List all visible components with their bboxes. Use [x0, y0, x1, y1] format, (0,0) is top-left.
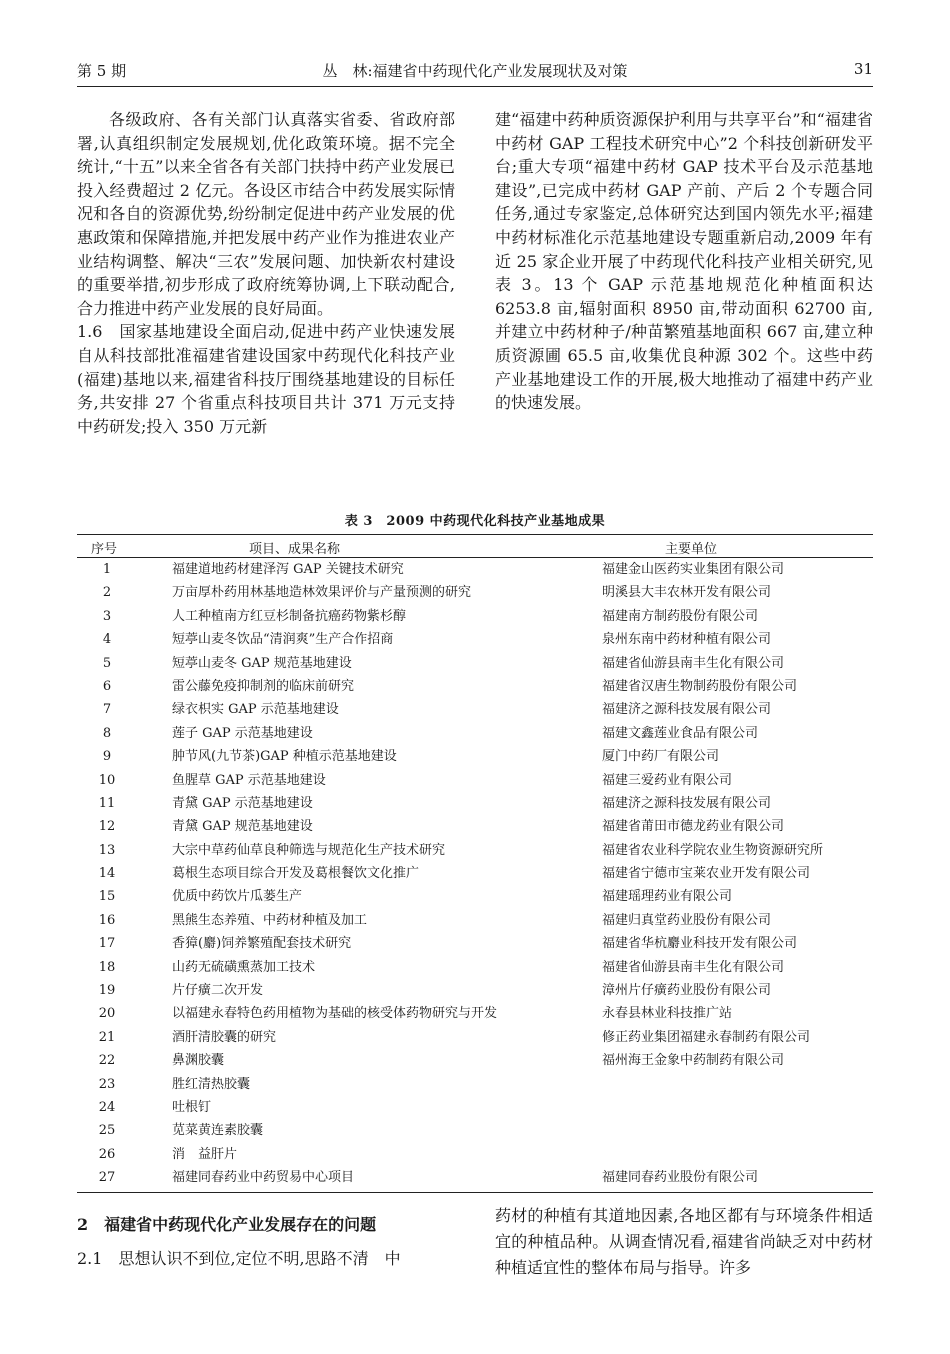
table-bottom-rule	[77, 1192, 873, 1193]
row-number: 18	[98, 959, 116, 975]
row-number: 12	[98, 819, 116, 835]
section-heading: 2 福建省中药现代化产业发展存在的问题	[77, 1215, 377, 1234]
row-number: 24	[98, 1099, 116, 1115]
row-project-name: 葛根生态项目综合开发及葛根餐饮文化推广	[172, 866, 420, 882]
article-title: 丛 林:福建省中药现代化产业发展现状及对策	[322, 62, 628, 80]
table-row	[77, 769, 873, 792]
table-top-rule	[77, 534, 873, 535]
paragraph: 药材的种植有其道地因素,各地区都有与环境条件相适宜的种植品种。从调查情况看,福建省尚缺乏对中药材种植适宜性的整体布局与指导。许多	[495, 1206, 873, 1277]
row-unit: 福建省仙游县南丰生化有限公司	[602, 655, 785, 671]
row-project-name: 黑熊生态养殖、中药材种植及加工	[172, 912, 368, 928]
row-number: 15	[98, 889, 116, 905]
row-unit: 明溪县大丰农林开发有限公司	[602, 585, 772, 601]
row-unit: 永春县林业科技推广站	[602, 1006, 733, 1022]
table-row	[77, 1002, 873, 1025]
row-unit: 福建金山医药实业集团有限公司	[602, 562, 785, 577]
row-unit: 漳州片仔癀药业股份有限公司	[602, 983, 772, 999]
left-column	[77, 108, 472, 438]
row-project-name: 短葶山麦冬饮品“清润爽”生产合作招商	[172, 632, 394, 648]
row-project-name: 鱼腥草 GAP 示范基地建设	[172, 772, 326, 788]
row-number: 1	[102, 562, 112, 577]
row-unit: 福建南方制药股份有限公司	[602, 608, 759, 624]
row-number: 20	[98, 1006, 116, 1022]
row-number: 11	[98, 795, 116, 811]
page-number: 31	[853, 60, 873, 78]
bottom-left-column	[77, 1212, 455, 1280]
row-number: 27	[98, 1170, 116, 1186]
row-project-name: 香獐(麝)饲养繁殖配套技术研究	[172, 936, 352, 952]
row-project-name: 福建同春药业中药贸易中心项目	[172, 1170, 355, 1186]
row-unit: 修正药业集团福建永春制药有限公司	[602, 1029, 811, 1045]
row-number: 22	[98, 1053, 116, 1069]
row-project-name: 青黛 GAP 示范基地建设	[172, 795, 313, 811]
row-project-name: 短葶山麦冬 GAP 规范基地建设	[172, 655, 352, 671]
row-unit: 福建省汉唐生物制药股份有限公司	[602, 678, 798, 694]
table-row	[77, 956, 873, 979]
row-number: 19	[98, 983, 116, 999]
table-row	[77, 652, 873, 675]
table-row	[77, 862, 873, 885]
table-row	[77, 1143, 873, 1166]
issue-number: 第 5 期	[77, 62, 127, 80]
row-project-name: 优质中药饮片瓜蒌生产	[172, 889, 303, 905]
row-project-name: 肿节风(九节茶)GAP 种植示范基地建设	[172, 749, 397, 765]
row-unit: 泉州东南中药材种植有限公司	[602, 632, 772, 648]
table-row	[77, 815, 873, 838]
paragraph: 各级政府、各有关部门认真落实省委、省政府部署,认真组织制定发展规划,优化政策环境。据不完全统计,“十五”以来全省各有关部门扶持中药产业发展已投入经费超过 2 亿元。各设区市结合中药发展实际情况和各自的资源优势,纷纷制定促进中药产业发展的优惠政策和保障措施,并把发展中药产业作为推进农业产业结构调整、解决“三农”发展问题、加快新农村建设的重要举措,初步形成了政府统筹协调,上下联动配合,合力推进中药产业发展的良好局面。	[77, 110, 455, 318]
row-number: 14	[98, 866, 116, 882]
row-number: 4	[102, 632, 112, 648]
table-row	[77, 605, 873, 628]
row-project-name: 酒肝清胶囊的研究	[172, 1029, 277, 1045]
table-row	[77, 675, 873, 698]
row-project-name: 鼻渊胶囊	[172, 1053, 225, 1069]
table-row	[77, 745, 873, 768]
table-header	[77, 536, 873, 557]
row-unit: 福建同春药业股份有限公司	[602, 1170, 759, 1186]
table-row	[77, 1073, 873, 1096]
row-number: 3	[102, 608, 112, 624]
row-project-name: 吐根钉	[172, 1099, 212, 1115]
row-project-name: 绿衣枳实 GAP 示范基地建设	[172, 702, 339, 718]
header-unit: 主要单位	[665, 542, 718, 557]
row-project-name: 万亩厚朴药用林基地造林效果评价与产量预测的研究	[172, 585, 472, 601]
row-project-name: 雷公藤免疫抑制剂的临床前研究	[172, 678, 355, 694]
table-row	[77, 885, 873, 908]
row-project-name: 片仔癀二次开发	[172, 983, 264, 999]
row-unit: 福建省莆田市德龙药业有限公司	[602, 819, 785, 835]
row-unit: 厦门中药厂有限公司	[602, 749, 720, 765]
table-row	[77, 839, 873, 862]
row-unit: 福建瑶理药业有限公司	[602, 889, 733, 905]
row-number: 21	[98, 1029, 116, 1045]
row-number: 25	[98, 1123, 116, 1139]
row-number: 7	[102, 702, 112, 718]
row-number: 17	[98, 936, 116, 952]
table-row	[77, 932, 873, 955]
table-row	[77, 1049, 873, 1072]
row-unit: 福建省宁德市宝莱农业开发有限公司	[602, 866, 811, 882]
table-body	[77, 558, 873, 1190]
row-unit: 福建济之源科技发展有限公司	[602, 702, 772, 718]
paragraph: 1.6 国家基地建设全面启动,促进中药产业快速发展 自从科技部批准福建省建设国家中药现代化科技产业(福建)基地以来,福建省科技厅围绕基地建设的目标任务,共安排 27 个省重点科技项目共计 371 万元支持中药研发;投入 350 万元新	[77, 322, 472, 436]
table-row	[77, 1166, 873, 1189]
row-project-name: 青黛 GAP 规范基地建设	[172, 819, 313, 835]
header-no: 序号	[91, 542, 118, 557]
row-number: 6	[102, 678, 112, 694]
subsection-heading: 2.1 思想认识不到位,定位不明,思路不清 中	[77, 1249, 401, 1268]
row-unit: 福建省华杭麝业科技开发有限公司	[602, 936, 798, 952]
row-number: 10	[98, 772, 116, 788]
table-row	[77, 581, 873, 604]
row-project-name: 山药无硫磺熏蒸加工技术	[172, 959, 316, 975]
table-row	[77, 909, 873, 932]
row-unit: 福建省农业科学院农业生物资源研究所	[602, 842, 824, 858]
row-number: 16	[98, 912, 116, 928]
row-number: 8	[102, 725, 112, 741]
row-unit: 福建济之源科技发展有限公司	[602, 795, 772, 811]
table-row	[77, 1119, 873, 1142]
row-number: 2	[102, 585, 112, 601]
row-unit: 福建归真堂药业股份有限公司	[602, 912, 772, 928]
row-unit: 福建三爱药业有限公司	[602, 772, 733, 788]
row-project-name: 苋菜黄连素胶囊	[172, 1123, 264, 1139]
table-row	[77, 698, 873, 721]
bottom-right-column	[495, 1203, 873, 1281]
table-row	[77, 722, 873, 745]
table-row	[77, 1096, 873, 1119]
running-header	[77, 58, 873, 86]
row-project-name: 以福建永春特色药用植物为基础的核受体药物研究与开发	[172, 1006, 498, 1022]
row-project-name: 胜红清热胶囊	[172, 1076, 251, 1092]
table-caption: 表 3 2009 中药现代化科技产业基地成果	[344, 514, 606, 529]
row-unit: 福州海王金象中药制药有限公司	[602, 1053, 785, 1069]
row-number: 23	[98, 1076, 116, 1092]
row-unit: 福建文鑫莲业食品有限公司	[602, 725, 759, 741]
row-number: 13	[98, 842, 116, 858]
row-project-name: 消 益肝片	[172, 1146, 238, 1162]
table-row	[77, 1026, 873, 1049]
row-project-name: 大宗中草药仙草良种筛选与规范化生产技术研究	[172, 842, 446, 858]
right-column	[495, 108, 873, 415]
table-row	[77, 628, 873, 651]
table-row	[77, 792, 873, 815]
row-project-name: 人工种植南方红豆杉制备抗癌药物紫杉醇	[172, 608, 407, 624]
header-rule	[77, 86, 873, 87]
row-project-name: 福建道地药材建泽泻 GAP 关键技术研究	[172, 562, 404, 577]
row-unit: 福建省仙游县南丰生化有限公司	[602, 959, 785, 975]
paragraph: 建“福建中药种质资源保护利用与共享平台”和“福建省中药材 GAP 工程技术研究中心”2 个科技创新研发平台;重大专项“福建中药材 GAP 技术平台及示范基地建设”,已完成中药材 GAP 产前、产后 2 个专题合同任务,通过专家鉴定,总体研究达到国内领先水平;福建中药材标准化示范基地建设专题重新启动,2009 年有近 25 家企业开展了中药现代化科技产业相关研究,见表 3。13 个 GAP 示范基地规范化种植面积达 6253.8 亩,辐射面积 8950 亩,带动面积 62700 亩,并建立中药材种子/种苗繁殖基地面积 667 亩,建立种质资源圃 65.5 亩,收集优良种源 302 个。这些中药产业基地建设工作的开展,极大地推动了福建中药产业的快速发展。	[495, 110, 873, 413]
header-name: 项目、成果名称	[249, 542, 341, 557]
table-row	[77, 979, 873, 1002]
table-row	[77, 558, 873, 581]
row-number: 9	[102, 749, 112, 765]
row-number: 26	[98, 1146, 116, 1162]
row-project-name: 莲子 GAP 示范基地建设	[172, 725, 313, 741]
row-number: 5	[102, 655, 112, 671]
